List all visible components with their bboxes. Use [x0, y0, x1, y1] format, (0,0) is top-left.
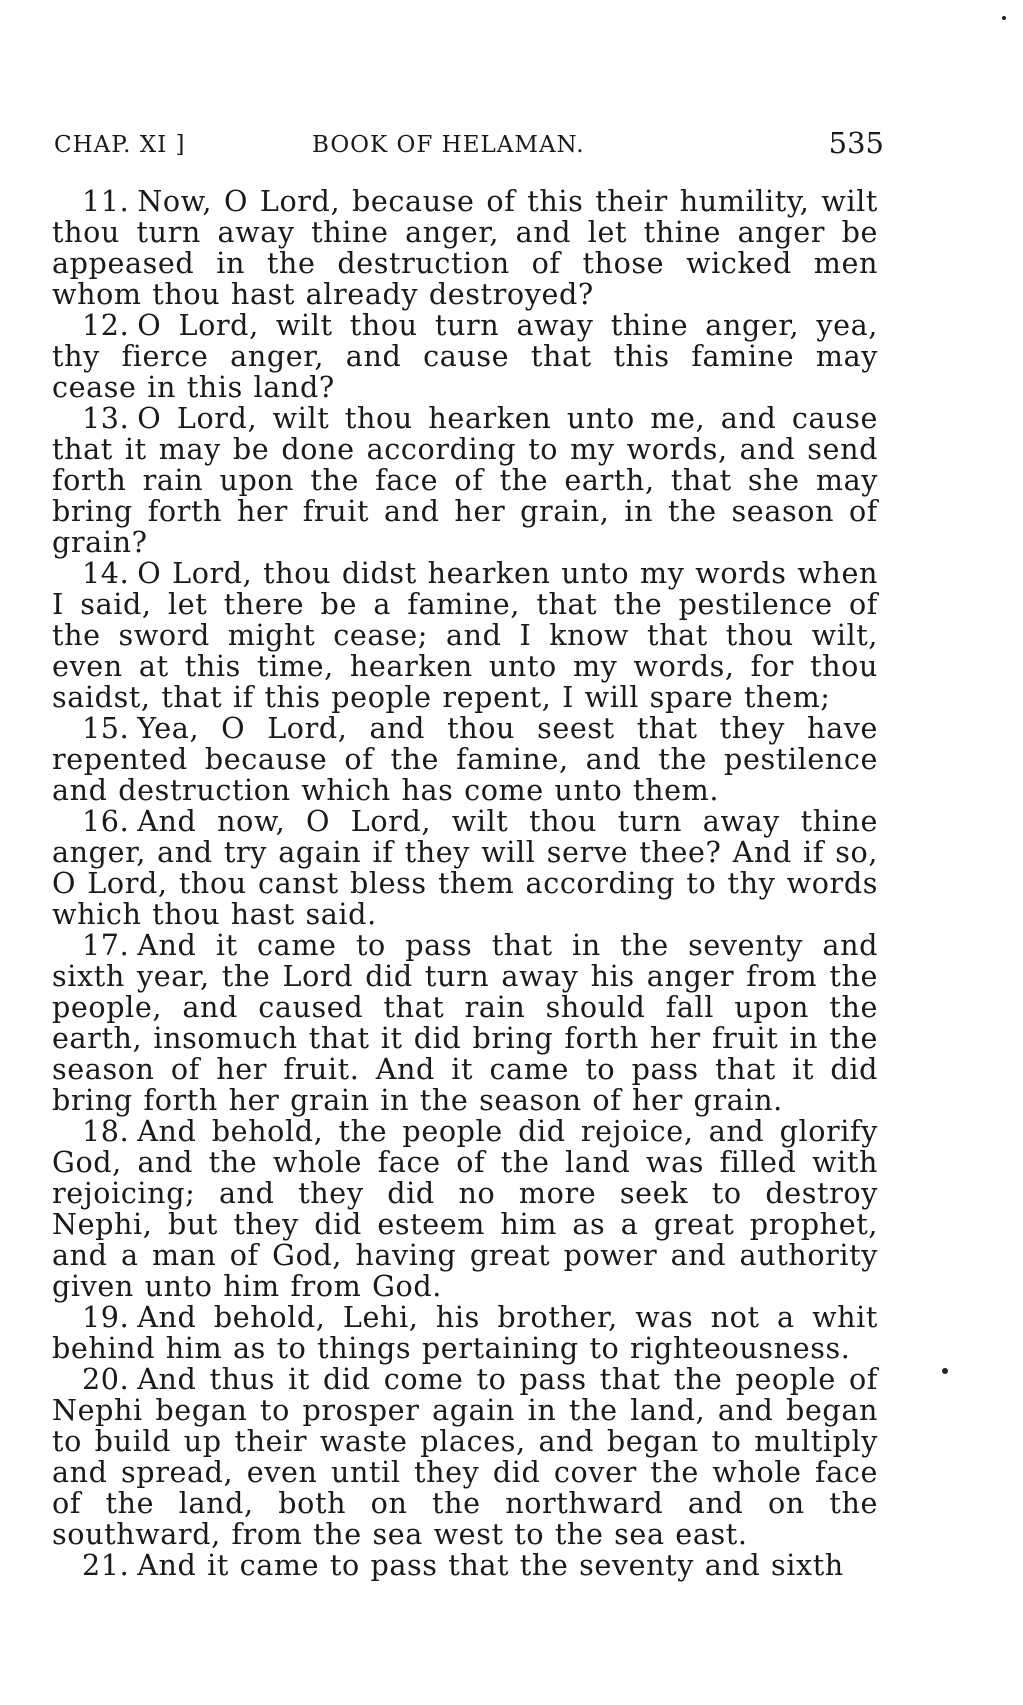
verse-12 [52, 310, 878, 403]
verse-body: And behold, the people did rejoice, and glorify God, and the whole face of the land was filled with rejoicing; and they did no more seek to destroy Nephi, but they did esteem him as a great prophet, and a man of God, having great power and authority given unto him from God. [52, 1114, 878, 1303]
verse-21 [52, 1550, 878, 1581]
verse-body: O Lord, wilt thou hearken unto me, and cause that it may be done according to my words, and send forth rain upon the face of the earth, that she may bring forth her fruit and her grain, in the season of grain? [52, 401, 878, 559]
page-number: 535 [828, 126, 884, 160]
running-header [54, 126, 884, 166]
scan-speck-mark [1002, 16, 1006, 20]
verse-14 [52, 558, 878, 713]
verse-number: 19. [82, 1300, 130, 1334]
verse-number: 14. [82, 556, 130, 590]
verse-13 [52, 403, 878, 558]
verse-17 [52, 930, 878, 1116]
verse-text-block [52, 186, 878, 1581]
chapter-label: CHAP. XI ] [54, 132, 186, 158]
verse-number: 17. [82, 928, 130, 962]
verse-body: And thus it did come to pass that the people of Nephi began to prosper again in the land, and began to build up their waste places, and began to multiply and spread, even until they did cover the whole face of the land, both on the northward and on the southward, from the sea west to the sea east. [52, 1362, 878, 1551]
verse-20 [52, 1364, 878, 1550]
verse-16 [52, 806, 878, 930]
verse-number: 13. [82, 401, 130, 435]
verse-18 [52, 1116, 878, 1302]
verse-number: 16. [82, 804, 130, 838]
verse-body: And behold, Lehi, his brother, was not a whit behind him as to things pertaining to righteousness. [52, 1300, 878, 1365]
verse-number: 11. [82, 184, 130, 218]
verse-body: Yea, O Lord, and thou seest that they have repented because of the famine, and the pestilence and destruction which has come unto them. [52, 711, 878, 807]
verse-number: 15. [82, 711, 130, 745]
scan-speck-mark [942, 1368, 948, 1374]
verse-number: 20. [82, 1362, 130, 1396]
verse-11 [52, 186, 878, 310]
verse-15 [52, 713, 878, 806]
verse-body: And now, O Lord, wilt thou turn away thine anger, and try again if they will serve thee? And if so, O Lord, thou canst bless them according to thy words which thou hast said. [52, 804, 878, 931]
book-title: BOOK OF HELAMAN. [312, 132, 585, 158]
verse-number: 12. [82, 308, 130, 342]
verse-body: Now, O Lord, because of this their humility, wilt thou turn away thine anger, and let thine anger be appeased in the destruction of those wicked men whom thou hast already destroyed? [52, 184, 878, 311]
verse-number: 21. [82, 1548, 130, 1582]
verse-number: 18. [82, 1114, 130, 1148]
verse-19 [52, 1302, 878, 1364]
verse-body: O Lord, wilt thou turn away thine anger, yea, thy fierce anger, and cause that this famine may cease in this land? [52, 308, 878, 404]
verse-body: And it came to pass that in the seventy and sixth year, the Lord did turn away his anger from the people, and caused that rain should fall upon the earth, insomuch that it did bring forth her fruit in the season of her fruit. And it came to pass that it did bring forth her grain in the season of her grain. [52, 928, 878, 1117]
verse-body: O Lord, thou didst hearken unto my words when I said, let there be a famine, that the pestilence of the sword might cease; and I know that thou wilt, even at this time, hearken unto my words, for thou saidst, that if this people repent, I will spare them; [52, 556, 878, 714]
verse-body: And it came to pass that the seventy and sixth [137, 1548, 844, 1582]
